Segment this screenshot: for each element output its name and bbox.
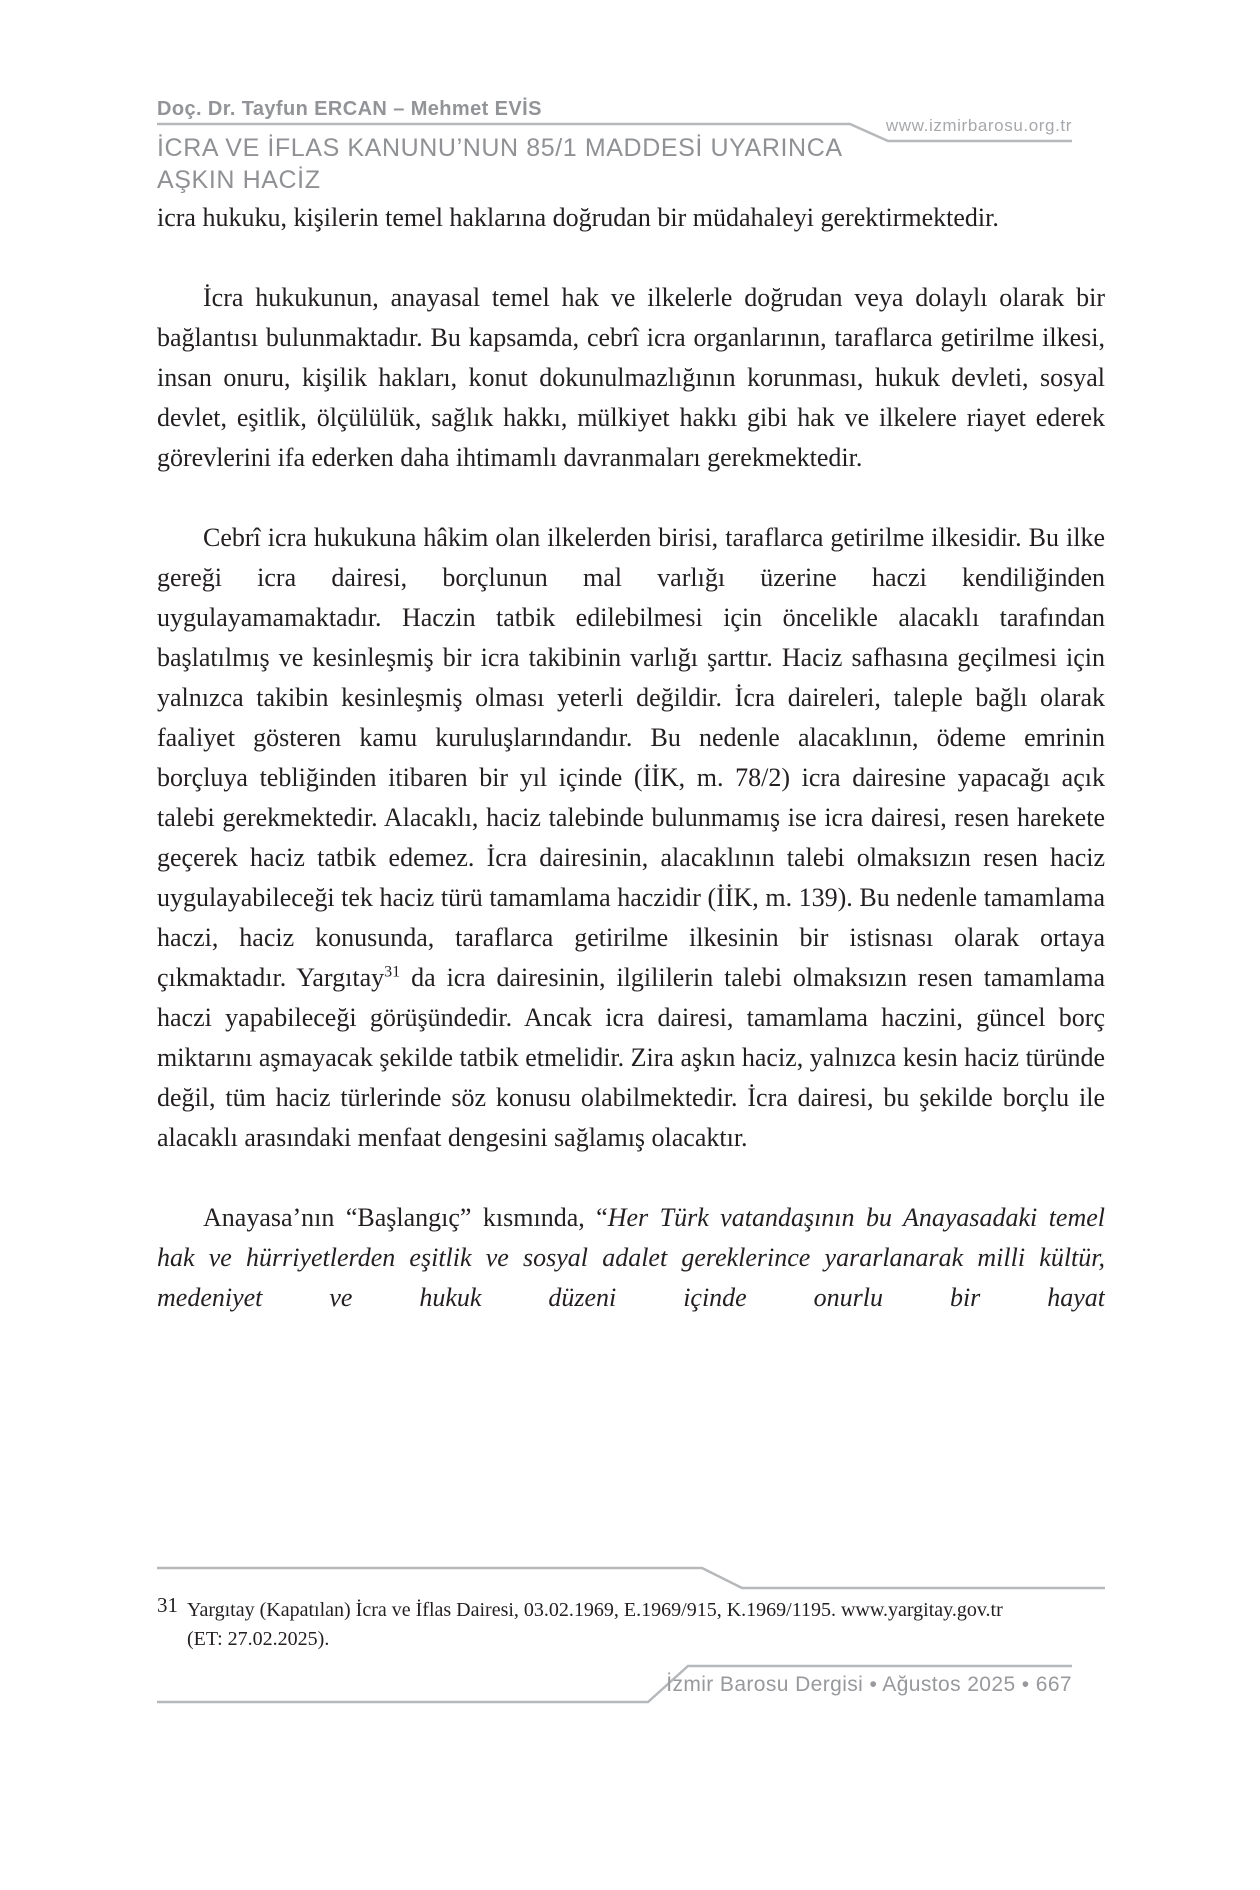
- page-title-line1: İCRA VE İFLAS KANUNU’NUN 85/1 MADDESİ UYARINCA: [157, 134, 843, 162]
- constitution-quote-italic: Her Türk vatandaşının bu Anayasadaki temel hak ve hürriyetlerden eşitlik ve sosyal adalet gereklerince yararlanarak milli kültür, medeniyet ve hukuk düzeni içinde onurlu bir hayat: [157, 1203, 1105, 1312]
- footnote-number: 31: [157, 1593, 178, 1617]
- website-url: www.izmirbarosu.org.tr: [885, 116, 1072, 135]
- journal-footer-text: İzmir Barosu Dergisi • Ağustos 2025 • 667: [666, 1673, 1072, 1696]
- paragraph-4-lead: Anayasa’nın “Başlangıç” kısmında, “: [203, 1203, 608, 1232]
- footnote-reference-31: 31: [384, 963, 401, 981]
- article-body: [157, 198, 1105, 1560]
- page-title-line2: AŞKIN HACİZ: [157, 166, 321, 194]
- paragraph-2: İcra hukukunun, anayasal temel hak ve ilkelerle doğrudan veya dolaylı olarak bir bağlantısı bulunmaktadır. Bu kapsamda, cebrî icra organlarının, taraflarca getirilme ilkesi, insan onuru, kişilik hakları, konut dokunulmazlığının korunması, hukuk devleti, sosyal devlet, eşitlik, ölçülülük, sağlık hakkı, mülkiyet hakkı gibi hak ve ilkelere riayet ederek görevlerini ifa ederken daha ihtimamlı davranmaları gerekmektedir.: [157, 283, 1105, 472]
- footnote-31: [157, 1593, 1117, 1654]
- paragraph-4: [157, 1198, 1105, 1318]
- footnote-text-line1: Yargıtay (Kapatılan) İcra ve İflas Dairesi, 03.02.1969, E.1969/915, K.1969/1195. www.yargitay.gov.tr: [187, 1599, 1003, 1621]
- paragraph-3-text: Cebrî icra hukukuna hâkim olan ilkelerden birisi, taraflarca getirilme ilkesidir. Bu ilke gereği icra dairesi, borçlunun mal varlığı üzerine haczi kendiliğinden uygulayamamaktadır. Haczin tatbik edilebilmesi için öncelikle alacaklı tarafından başlatılmış ve kesinleşmiş bir icra takibinin varlığı şarttır. Haciz safhasına geçilmesi için yalnızca takibin kesinleşmiş olması yeterli değildir. İcra daireleri, taleple bağlı olarak faaliyet gösteren kamu kuruluşlarındandır. Bu nedenle alacaklının, ödeme emrinin borçluya tebliğinden itibaren bir yıl içinde (İİK, m. 78/2) icra dairesine yapacağı açık talebi gerekmektedir. Alacaklı, haciz talebinde bulunmamış ise icra dairesi, resen harekete geçerek haciz tatbik edemez. İcra dairesinin, alacaklının talebi olmaksızın resen haciz uygulayabileceği tek haciz türü tamamlama haczidir (İİK, m. 139). Bu nedenle tamamlama haczi, haciz konusunda, taraflarca getirilme ilkesinin bir istisnası olarak ortaya çıkmaktadır. Yargıtay: [157, 523, 1105, 992]
- page-title: [157, 132, 857, 196]
- paragraph-3: [157, 518, 1105, 1158]
- author-line: Doç. Dr. Tayfun ERCAN – Mehmet EVİS: [157, 98, 542, 120]
- paragraph-3-text-continued: da icra dairesinin, ilgililerin talebi olmaksızın resen tamamlama haczi yapabileceği görüşündedir. Ancak icra dairesi, tamamlama haczini, güncel borç miktarını aşmayacak şekilde tatbik etmelidir. Zira aşkın haciz, yalnızca kesin haciz türünde değil, tüm haciz türlerinde söz konusu olabilmektedir. İcra dairesi, bu şekilde borçlu ile alacaklı arasındaki menfaat dengesini sağlamış olacaktır.: [157, 963, 1105, 1152]
- footnote-text-line2: (ET: 27.02.2025).: [187, 1628, 330, 1650]
- footnote-separator-rule: [157, 1568, 1105, 1588]
- paragraph-1: icra hukuku, kişilerin temel haklarına doğrudan bir müdahaleyi gerektirmektedir.: [157, 203, 999, 232]
